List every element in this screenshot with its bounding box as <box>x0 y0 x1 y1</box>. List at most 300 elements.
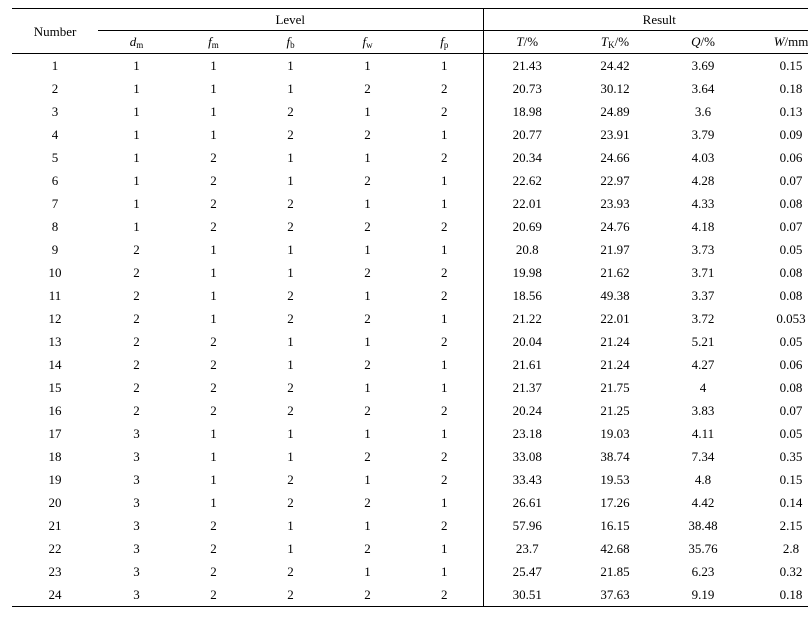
cell-fb: 1 <box>287 426 294 441</box>
cell-tk: 23.93 <box>600 196 630 211</box>
table-row <box>12 146 808 169</box>
cell-fp: 2 <box>441 472 448 487</box>
cell-dm: 1 <box>133 150 140 165</box>
cell-fm: 1 <box>210 449 217 464</box>
cell-dm: 3 <box>133 541 140 556</box>
header-col-t-unit: /% <box>523 33 539 49</box>
cell-tk: 22.97 <box>600 173 630 188</box>
cell-fm: 2 <box>210 564 217 579</box>
cell-tk: 23.91 <box>600 127 630 142</box>
cell-fm: 2 <box>210 541 217 556</box>
cell-w: 0.09 <box>779 127 803 142</box>
cell-q: 3.64 <box>691 81 715 96</box>
table-row <box>12 560 808 583</box>
cell-t: 57.96 <box>483 514 571 537</box>
table-row <box>12 399 808 422</box>
cell-number: 6 <box>51 173 59 188</box>
cell-fm: 2 <box>210 403 217 418</box>
cell-fb: 2 <box>287 472 294 487</box>
cell-fm: 1 <box>210 288 217 303</box>
cell-number: 17 <box>48 426 62 441</box>
cell-fm: 1 <box>210 426 217 441</box>
cell-q: 4.18 <box>691 219 715 234</box>
cell-tk: 21.97 <box>600 242 630 257</box>
cell-number: 21 <box>48 518 62 533</box>
cell-q: 4.33 <box>691 196 715 211</box>
cell-fm: 1 <box>210 472 217 487</box>
cell-w: 0.08 <box>779 196 803 211</box>
cell-w: 0.05 <box>779 242 803 257</box>
cell-number: 1 <box>51 58 59 73</box>
cell-number: 13 <box>48 334 62 349</box>
orthogonal-experiment-table <box>12 8 808 607</box>
cell-w: 0.15 <box>779 58 803 73</box>
cell-w: 0.06 <box>779 357 803 372</box>
cell-number: 10 <box>48 265 62 280</box>
header-number: Number <box>12 9 98 54</box>
cell-number: 2 <box>51 81 59 96</box>
cell-number: 3 <box>51 104 59 119</box>
header-col-w <box>747 31 808 54</box>
cell-fp: 1 <box>441 173 448 188</box>
table-row <box>12 307 808 330</box>
table-row <box>12 192 808 215</box>
cell-tk: 24.42 <box>600 58 630 73</box>
cell-q: 4.11 <box>691 426 715 441</box>
cell-fp: 1 <box>441 196 448 211</box>
cell-fm: 2 <box>210 518 217 533</box>
header-col-tk-sym: T <box>600 33 609 49</box>
cell-fb: 2 <box>287 127 294 142</box>
cell-t: 20.77 <box>483 123 571 146</box>
table-row <box>12 238 808 261</box>
cell-fm: 2 <box>210 173 217 188</box>
table-row <box>12 54 808 78</box>
cell-fp: 2 <box>441 403 448 418</box>
cell-number: 8 <box>51 219 59 234</box>
cell-tk: 37.63 <box>571 583 659 607</box>
header-col-w-unit: /mm <box>784 33 808 49</box>
cell-fw: 2 <box>364 127 371 142</box>
cell-number: 12 <box>48 311 62 326</box>
table-row <box>12 284 808 307</box>
cell-fp: 2 <box>406 583 483 607</box>
header-col-dm-sym: d <box>129 33 137 49</box>
header-col-fm <box>175 31 252 54</box>
cell-dm: 1 <box>133 127 140 142</box>
cell-fm: 1 <box>210 265 217 280</box>
header-col-tk <box>571 31 659 54</box>
table-row <box>12 169 808 192</box>
cell-dm: 3 <box>133 564 140 579</box>
header-col-fb <box>252 31 329 54</box>
header-col-fb-sub: b <box>290 39 295 50</box>
cell-t: 20.34 <box>483 146 571 169</box>
table-header <box>12 9 808 54</box>
cell-tk: 16.15 <box>600 518 630 533</box>
cell-fw: 1 <box>364 242 371 257</box>
table-row <box>12 537 808 560</box>
cell-fw: 1 <box>364 518 371 533</box>
header-group-level: Level <box>98 9 483 31</box>
cell-w: 0.08 <box>779 288 803 303</box>
cell-fb: 1 <box>287 58 294 73</box>
cell-fp: 1 <box>441 242 448 257</box>
cell-fb: 1 <box>287 81 294 96</box>
cell-fm: 1 <box>210 58 217 73</box>
cell-tk: 21.62 <box>600 265 630 280</box>
cell-fp: 2 <box>441 518 448 533</box>
cell-t: 20.69 <box>483 215 571 238</box>
cell-fw: 2 <box>364 495 371 510</box>
cell-q: 7.34 <box>691 449 715 464</box>
cell-fm: 1 <box>210 311 217 326</box>
cell-fb: 1 <box>287 150 294 165</box>
cell-q: 4.03 <box>691 150 715 165</box>
cell-q: 3.72 <box>691 311 715 326</box>
cell-q: 9.19 <box>659 583 747 607</box>
cell-number: 24 <box>12 583 98 607</box>
header-col-fp <box>406 31 483 54</box>
cell-fm: 2 <box>210 380 217 395</box>
cell-dm: 1 <box>133 58 140 73</box>
cell-w: 0.05 <box>779 426 803 441</box>
table-row <box>12 261 808 284</box>
cell-fm: 2 <box>175 583 252 607</box>
cell-fw: 1 <box>364 334 371 349</box>
cell-q: 38.48 <box>688 518 718 533</box>
cell-fb: 2 <box>287 380 294 395</box>
table-row <box>12 422 808 445</box>
cell-t: 22.01 <box>483 192 571 215</box>
cell-dm: 3 <box>133 518 140 533</box>
cell-fw: 1 <box>364 58 371 73</box>
table-row <box>12 445 808 468</box>
cell-tk: 24.66 <box>600 150 630 165</box>
cell-tk: 21.25 <box>600 403 630 418</box>
cell-fw: 2 <box>364 449 371 464</box>
cell-fb: 1 <box>287 265 294 280</box>
cell-dm: 1 <box>133 219 140 234</box>
header-col-q <box>659 31 747 54</box>
cell-fb: 2 <box>287 104 294 119</box>
header-col-fb-sym: f <box>286 33 291 49</box>
header-col-dm <box>98 31 175 54</box>
cell-fw: 2 <box>364 219 371 234</box>
cell-tk: 17.26 <box>600 495 630 510</box>
cell-fw: 1 <box>364 564 371 579</box>
cell-number: 16 <box>48 403 62 418</box>
cell-fp: 2 <box>441 219 448 234</box>
cell-t: 21.22 <box>483 307 571 330</box>
cell-dm: 3 <box>133 472 140 487</box>
cell-t: 18.98 <box>483 100 571 123</box>
cell-t: 21.43 <box>483 54 571 78</box>
cell-w: 0.07 <box>779 219 803 234</box>
cell-q: 6.23 <box>691 564 715 579</box>
cell-fw: 2 <box>364 357 371 372</box>
cell-fb: 2 <box>287 311 294 326</box>
cell-fw: 1 <box>364 104 371 119</box>
cell-q: 4.8 <box>694 472 712 487</box>
cell-fm: 1 <box>210 104 217 119</box>
cell-w: 0.07 <box>779 173 803 188</box>
cell-fp: 1 <box>441 58 448 73</box>
cell-fm: 1 <box>210 81 217 96</box>
cell-dm: 3 <box>98 583 175 607</box>
cell-fb: 1 <box>287 357 294 372</box>
cell-w: 0.053 <box>776 311 806 326</box>
cell-t: 33.08 <box>483 445 571 468</box>
cell-dm: 3 <box>133 449 140 464</box>
cell-dm: 1 <box>133 104 140 119</box>
table-row <box>12 514 808 537</box>
header-col-w-sym: W <box>773 33 785 49</box>
table-row <box>12 330 808 353</box>
cell-w: 2.8 <box>782 541 800 556</box>
cell-fm: 2 <box>210 196 217 211</box>
cell-fb: 2 <box>287 495 294 510</box>
cell-w: 0.32 <box>779 564 803 579</box>
cell-w: 0.18 <box>779 81 803 96</box>
cell-fp: 1 <box>441 380 448 395</box>
cell-fw: 1 <box>364 426 371 441</box>
cell-fb: 2 <box>287 219 294 234</box>
header-col-dm-sub: m <box>136 39 144 50</box>
cell-fw: 1 <box>364 196 371 211</box>
cell-dm: 3 <box>133 426 140 441</box>
cell-fp: 2 <box>441 150 448 165</box>
cell-number: 14 <box>48 357 62 372</box>
cell-w: 0.08 <box>779 380 803 395</box>
cell-dm: 2 <box>133 403 140 418</box>
cell-fw: 2 <box>364 81 371 96</box>
cell-fm: 1 <box>210 495 217 510</box>
cell-q: 4.28 <box>691 173 715 188</box>
cell-fm: 1 <box>210 242 217 257</box>
cell-number: 18 <box>48 449 62 464</box>
cell-tk: 24.76 <box>600 219 630 234</box>
table-row <box>12 376 808 399</box>
cell-t: 21.37 <box>483 376 571 399</box>
table-row <box>12 215 808 238</box>
cell-fp: 1 <box>441 564 448 579</box>
cell-t: 23.18 <box>483 422 571 445</box>
cell-q: 3.73 <box>691 242 715 257</box>
cell-w: 0.15 <box>779 472 803 487</box>
cell-q: 3.79 <box>691 127 715 142</box>
cell-fb: 2 <box>287 564 294 579</box>
cell-tk: 21.75 <box>600 380 630 395</box>
cell-q: 3.69 <box>691 58 715 73</box>
cell-t: 23.7 <box>483 537 571 560</box>
table-body <box>12 54 808 607</box>
cell-fw: 1 <box>364 150 371 165</box>
cell-dm: 1 <box>133 173 140 188</box>
cell-fp: 1 <box>441 541 448 556</box>
cell-fp: 2 <box>441 104 448 119</box>
table-row <box>12 491 808 514</box>
cell-tk: 38.74 <box>600 449 630 464</box>
cell-dm: 2 <box>133 288 140 303</box>
cell-tk: 21.24 <box>600 334 630 349</box>
cell-q: 4 <box>699 380 707 395</box>
header-col-fw <box>329 31 406 54</box>
cell-dm: 3 <box>133 495 140 510</box>
cell-dm: 2 <box>133 357 140 372</box>
cell-tk: 19.03 <box>600 426 630 441</box>
cell-tk: 24.89 <box>600 104 630 119</box>
cell-t: 30.51 <box>483 583 571 607</box>
cell-fw: 1 <box>364 288 371 303</box>
header-column-row <box>12 31 808 54</box>
header-col-q-unit: /% <box>700 33 715 49</box>
header-col-tk-unit: /% <box>614 33 630 49</box>
cell-t: 25.47 <box>483 560 571 583</box>
cell-t: 33.43 <box>483 468 571 491</box>
cell-t: 20.24 <box>483 399 571 422</box>
cell-w: 0.08 <box>779 265 803 280</box>
cell-tk: 22.01 <box>600 311 630 326</box>
cell-q: 4.27 <box>691 357 715 372</box>
cell-fm: 2 <box>210 334 217 349</box>
cell-fp: 1 <box>441 127 448 142</box>
cell-number: 20 <box>48 495 62 510</box>
cell-t: 21.61 <box>483 353 571 376</box>
cell-fb: 2 <box>287 196 294 211</box>
cell-number: 4 <box>51 127 59 142</box>
cell-number: 5 <box>51 150 59 165</box>
cell-fw: 1 <box>364 380 371 395</box>
cell-number: 11 <box>48 288 62 303</box>
cell-fb: 1 <box>287 173 294 188</box>
cell-t: 20.04 <box>483 330 571 353</box>
cell-tk: 21.85 <box>600 564 630 579</box>
cell-t: 18.56 <box>483 284 571 307</box>
header-col-t <box>483 31 571 54</box>
cell-number: 7 <box>51 196 59 211</box>
cell-fw: 2 <box>329 583 406 607</box>
cell-dm: 2 <box>133 311 140 326</box>
header-col-fm-sub: m <box>211 39 219 50</box>
cell-fp: 1 <box>441 357 448 372</box>
cell-q: 4.42 <box>691 495 715 510</box>
cell-tk: 42.68 <box>600 541 630 556</box>
cell-number: 22 <box>48 541 62 556</box>
cell-tk: 49.38 <box>600 288 630 303</box>
cell-fw: 2 <box>364 403 371 418</box>
cell-q: 35.76 <box>688 541 718 556</box>
header-col-fp-sym: f <box>440 33 444 49</box>
cell-fw: 1 <box>364 472 371 487</box>
cell-w: 0.18 <box>747 583 808 607</box>
cell-fb: 1 <box>287 449 294 464</box>
cell-tk: 19.53 <box>600 472 630 487</box>
cell-number: 23 <box>48 564 62 579</box>
cell-fp: 2 <box>441 265 448 280</box>
cell-fp: 2 <box>441 288 448 303</box>
cell-w: 2.15 <box>779 518 803 533</box>
cell-w: 0.05 <box>779 334 803 349</box>
cell-fw: 2 <box>364 173 371 188</box>
cell-dm: 2 <box>133 334 140 349</box>
cell-t: 20.8 <box>483 238 571 261</box>
cell-dm: 2 <box>133 242 140 257</box>
table-row <box>12 468 808 491</box>
cell-fb: 2 <box>287 403 294 418</box>
cell-dm: 2 <box>133 265 140 280</box>
cell-tk: 21.24 <box>600 357 630 372</box>
header-col-fp-sub: p <box>443 39 449 50</box>
header-col-fm-sym: f <box>208 33 212 49</box>
cell-fm: 2 <box>210 219 217 234</box>
cell-w: 0.13 <box>779 104 803 119</box>
cell-t: 19.98 <box>483 261 571 284</box>
table-row <box>12 353 808 376</box>
cell-fw: 2 <box>364 265 371 280</box>
cell-fb: 1 <box>287 334 294 349</box>
header-col-q-sym: Q <box>691 33 701 49</box>
cell-w: 0.07 <box>779 403 803 418</box>
cell-fw: 2 <box>364 541 371 556</box>
cell-q: 3.37 <box>691 288 715 303</box>
header-col-tk-sub: K <box>608 39 615 50</box>
cell-fb: 1 <box>287 242 294 257</box>
cell-fb: 2 <box>287 288 294 303</box>
cell-number: 19 <box>48 472 62 487</box>
cell-q: 3.71 <box>691 265 715 280</box>
table-row <box>12 123 808 146</box>
cell-dm: 1 <box>133 196 140 211</box>
cell-t: 22.62 <box>483 169 571 192</box>
cell-w: 0.06 <box>779 150 803 165</box>
cell-fp: 1 <box>441 495 448 510</box>
header-col-fw-sym: f <box>362 33 367 49</box>
cell-fp: 2 <box>441 449 448 464</box>
cell-fb: 1 <box>287 541 294 556</box>
cell-fp: 2 <box>441 334 448 349</box>
cell-fb: 1 <box>287 518 294 533</box>
cell-fp: 1 <box>441 311 448 326</box>
header-group-result: Result <box>483 9 808 31</box>
cell-fb: 2 <box>252 583 329 607</box>
cell-w: 0.14 <box>779 495 803 510</box>
cell-q: 5.21 <box>691 334 715 349</box>
cell-dm: 2 <box>133 380 140 395</box>
header-group-row <box>12 9 808 31</box>
cell-fp: 1 <box>441 426 448 441</box>
cell-fw: 2 <box>364 311 371 326</box>
cell-number: 9 <box>51 242 59 257</box>
cell-fm: 1 <box>210 127 217 142</box>
table-row <box>12 77 808 100</box>
cell-q: 3.83 <box>691 403 715 418</box>
cell-w: 0.35 <box>779 449 803 464</box>
cell-fm: 2 <box>210 150 217 165</box>
table-row <box>12 100 808 123</box>
cell-number: 15 <box>48 380 62 395</box>
cell-tk: 30.12 <box>600 81 630 96</box>
cell-fm: 2 <box>210 357 217 372</box>
cell-t: 26.61 <box>483 491 571 514</box>
header-col-fw-sub: w <box>366 39 373 50</box>
header-col-t-sym: T <box>516 33 524 49</box>
cell-q: 3.6 <box>694 104 712 119</box>
table-row <box>12 583 808 607</box>
cell-dm: 1 <box>133 81 140 96</box>
cell-t: 20.73 <box>483 77 571 100</box>
cell-fp: 2 <box>441 81 448 96</box>
